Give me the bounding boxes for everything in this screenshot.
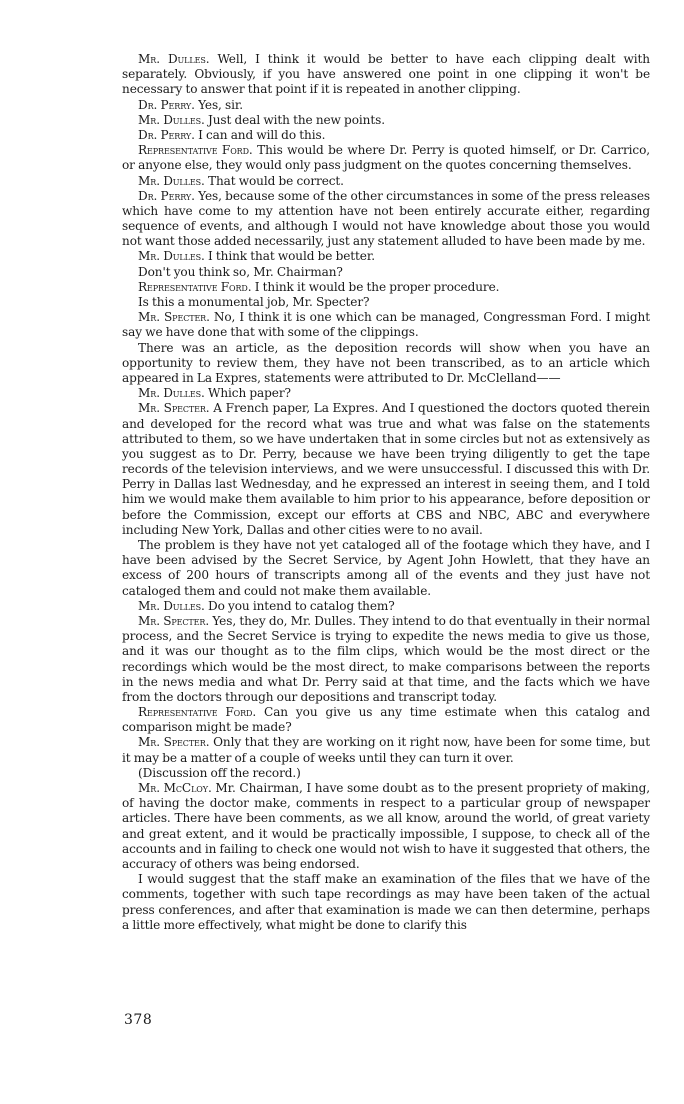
paragraph — [122, 143, 650, 173]
paragraph — [122, 98, 650, 113]
paragraph-text: Which paper? — [207, 386, 291, 401]
paragraph-text: Can you give us any time estimate when this catalog and comparison might be made? — [122, 705, 650, 735]
paragraph — [122, 265, 650, 280]
paragraph — [122, 280, 650, 295]
paragraph-text: There was an article, as the deposition records will show when you have an opportunity to review them, they have not been transcribed, as to an article which appeared in La Expres, statements were attributed to Dr. McClelland—— — [122, 340, 650, 385]
paragraph — [122, 781, 650, 872]
paragraph-text: I think that would be better. — [207, 249, 375, 264]
paragraph-text: (Discussion off the record.) — [138, 765, 301, 780]
paragraph-text: Only that they are working on it right now, have been for some time, but it may be a matter of a couple of weeks until they can turn it over. — [122, 735, 650, 765]
speaker-name: Representative Ford. — [138, 279, 252, 294]
page-number: 378 — [124, 1012, 153, 1028]
paragraph — [122, 113, 650, 128]
paragraph-text: Is this a monumental job, Mr. Specter? — [138, 295, 370, 309]
speaker-name: Mr. Specter. — [138, 613, 210, 628]
paragraph — [122, 189, 650, 250]
transcript-page — [122, 52, 650, 933]
paragraph-text: No, I think it is one which can be managed, Congressman Ford. I might say we have done that with some of the clippings. — [122, 310, 650, 340]
paragraph — [122, 128, 650, 143]
speaker-name: Mr. Dulles. — [138, 249, 205, 264]
paragraph — [122, 52, 650, 98]
paragraph-text: Yes, they do, Mr. Dulles. They intend to do that eventually in their normal process, and the Secret Service is trying to expedite the news media to give us those, and it was our thought as to the film clips, which would be the most direct or the recordings which would be the most direct, to make comparisons between the reports in the news media and what Dr. Perry said at that time, and the facts which we have from the doctors through our depositions and transcript today. — [122, 613, 650, 704]
speaker-name: Representative Ford. — [138, 705, 257, 720]
speaker-name: Mr. McCloy. — [138, 781, 212, 795]
paragraph — [122, 174, 650, 189]
paragraph — [122, 872, 650, 933]
paragraph-text: That would be correct. — [207, 173, 344, 188]
paragraph — [122, 538, 650, 599]
paragraph-text: I would suggest that the staff make an examination of the files that we have of the comments, together with such tape recordings as may have been taken of the actual press conferences, and after that examination is made we can then determine, perhaps a little more effectively, what might be done to clarify this — [122, 872, 650, 932]
paragraph-text: Don't you think so, Mr. Chairman? — [138, 264, 343, 279]
speaker-name: Mr. Dulles. — [138, 173, 205, 188]
paragraph — [122, 614, 650, 705]
speaker-name: Dr. Perry. — [138, 188, 195, 203]
paragraph — [122, 310, 650, 340]
speaker-name: Mr. Specter. — [138, 401, 210, 416]
speaker-name: Mr. Dulles. — [138, 112, 205, 127]
speaker-name: Mr. Dulles. — [138, 52, 210, 66]
paragraph-text: Well, I think it would be better to have each clipping dealt with separately. Obviously, if you have answered one point in one clipping it won't be necessary to answer that point if it is repeated in another clipping. — [122, 52, 650, 97]
paragraph-text: Do you intend to catalog them? — [207, 598, 395, 613]
speaker-name: Dr. Perry. — [138, 127, 195, 142]
paragraph-text: This would be where Dr. Perry is quoted himself, or Dr. Carrico, or anyone else, they would only pass judgment on the quotes concerning themselves. — [122, 143, 650, 173]
speaker-name: Mr. Dulles. — [138, 598, 205, 613]
paragraph — [122, 386, 650, 401]
speaker-name: Mr. Specter. — [138, 735, 210, 750]
paragraph-text: The problem is they have not yet cataloged all of the footage which they have, and I have been advised by the Secret Service, by Agent John Howlett, that they have an excess of 200 hours of transcripts among all of the events and they just have not cataloged them and could not make them available. — [122, 538, 650, 598]
paragraph — [122, 705, 650, 735]
paragraph-text: A French paper, La Expres. And I questioned the doctors quoted therein and developed for the record what was true and what was false on the statements attributed to them, so we have undertaken that in some circles but not as extensively as you suggest as to Dr. Perry, because we have been trying diligently to get the tape records of the television interviews, and we were unsuccessful. I discussed this with Dr. Perry in Dallas last Wednesday, and he expressed an interest in seeing them, and I told him we would make them available to him prior to his appearance, before deposition or before the Commission, except our efforts at CBS and NBC, ABC and everywhere including New York, Dallas and other cities were to no avail. — [122, 401, 650, 537]
paragraph-text: Yes, because some of the other circumstances in some of the press releases which have come to my attention have not been entirely accurate either, regarding sequence of events, and although I would not have knowledge about those you would not want those added necessarily, just any statement alluded to have been made by me. — [122, 188, 650, 249]
paragraph — [122, 735, 650, 765]
paragraph — [122, 249, 650, 264]
paragraph-text: I think it would be the proper procedure. — [254, 279, 500, 294]
paragraph-text: Just deal with the new points. — [207, 112, 385, 127]
paragraph — [122, 766, 650, 781]
paragraph — [122, 599, 650, 614]
paragraph-text: Yes, sir. — [198, 97, 244, 112]
paragraph-text: I can and will do this. — [198, 127, 326, 142]
speaker-name: Representative Ford. — [138, 143, 253, 158]
paragraph-text: Mr. Chairman, I have some doubt as to the present propriety of making, of having the doctor make, comments in respect to a particular group of newspaper articles. There have been comments, as we all know, around the world, of great variety and great extent, and it would be practically impossible, I suppose, to check all of the accounts and in failing to check one would not wish to have it suggested that others, the accuracy of others was being endorsed. — [122, 781, 651, 871]
speaker-name: Dr. Perry. — [138, 97, 195, 112]
paragraph — [122, 295, 650, 310]
paragraph — [122, 401, 650, 538]
speaker-name: Mr. Specter. — [138, 310, 210, 325]
paragraph — [122, 341, 650, 387]
speaker-name: Mr. Dulles. — [138, 386, 205, 401]
